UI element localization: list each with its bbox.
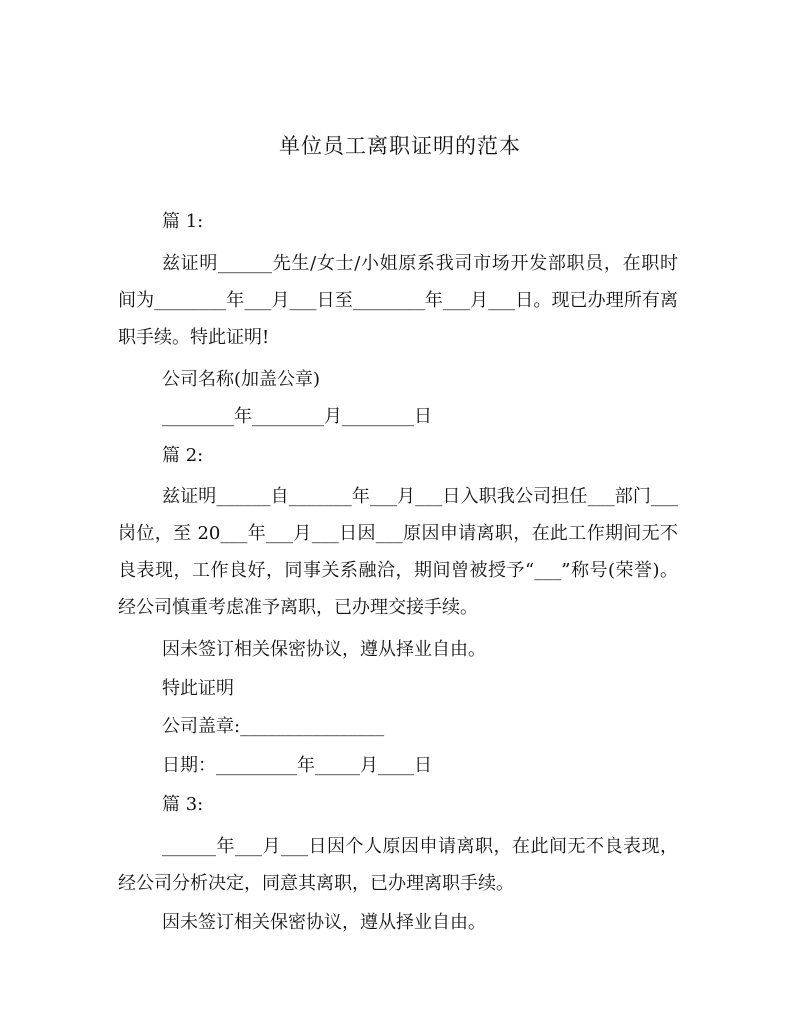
document-title: 单位员工离职证明的范本 <box>279 134 521 158</box>
section-2-confidential: 因未签订相关保密协议，遵从择业自由。 <box>162 639 486 660</box>
section-1-heading: 篇 1: <box>162 211 204 232</box>
section-2-special: 特此证明 <box>162 678 234 699</box>
section-2-seal: 公司盖章:________________ <box>162 716 385 737</box>
section-2-date: 日期：_________年_____月____日 <box>162 755 432 776</box>
section-1-company: 公司名称(加盖公章) <box>162 369 321 390</box>
section-1-date-line: ________年________月________日 <box>162 406 432 427</box>
section-2-body: 兹证明______自_______年___月___日入职我公司担任___部门___岗位，至 20___年___月___日因___原因申请离职，在此工作期间无不良表现，工作良好，同事关系融洽，期间曾被授予“___”称号(荣誉)。经公司慎重考虑准予离职，已办理交接手续。 <box>118 486 678 618</box>
section-3-body: ______年___月___日因个人原因申请离职，在此间无不良表现，经公司分析决定，同意其离职，已办理离职手续。 <box>118 836 678 894</box>
section-3-confidential: 因未签订相关保密协议，遵从择业自由。 <box>162 912 486 933</box>
section-3-heading: 篇 3: <box>162 794 204 815</box>
section-2-heading: 篇 2: <box>162 445 204 466</box>
section-1-body: 兹证明______先生/女士/小姐原系我司市场开发部职员，在职时间为________年___月___日至________年___月___日。现已办理所有离职手续。特此证明! <box>118 253 678 348</box>
